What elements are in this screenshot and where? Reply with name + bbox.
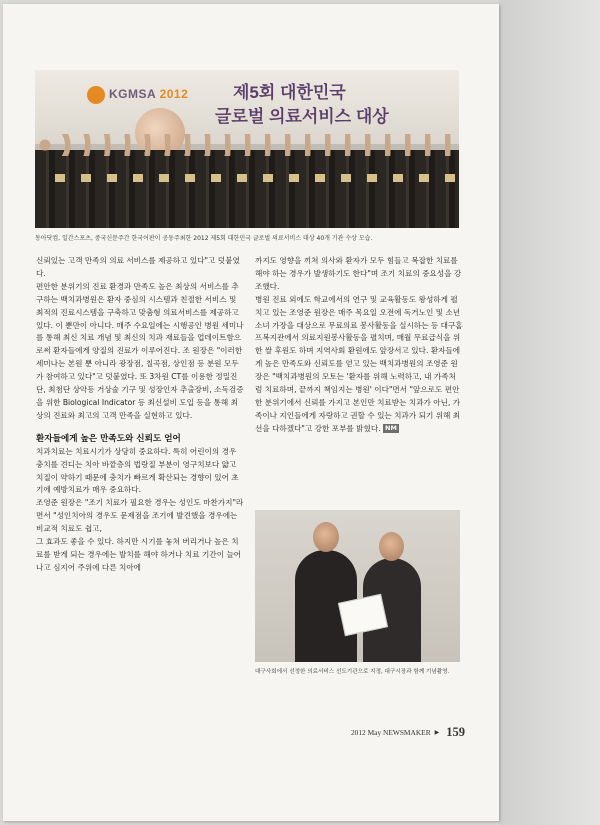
newsmaker-badge: NM bbox=[385, 424, 397, 433]
left-paragraph-1: 신뢰있는 고객 만족의 의료 서비스를 제공하고 있다"고 덧붙였다. bbox=[36, 256, 240, 278]
person-right-head bbox=[379, 532, 404, 561]
award-recipients-group bbox=[35, 150, 459, 228]
award-plaques bbox=[55, 174, 455, 182]
section-subhead: 환자들에게 높은 만족도와 신뢰도 얻어 bbox=[36, 433, 181, 444]
page-number: 159 bbox=[446, 724, 465, 739]
right-paragraph-2 bbox=[255, 294, 463, 436]
right-paragraph-1: 까지도 영향을 끼쳐 의사와 환자가 모두 힘들고 복잡한 치료를 해야 하는 경우가 발생하기도 한다"며 조기 치료의 중요성을 강조했다. bbox=[255, 256, 462, 291]
award-ceremony-photo bbox=[35, 70, 459, 228]
commemorative-photo bbox=[255, 510, 460, 662]
article-column-right bbox=[255, 255, 463, 436]
kgmsa-logo-icon bbox=[87, 86, 105, 104]
banner-title-line1: 제5회 대한민국 bbox=[233, 83, 346, 102]
page-footer bbox=[340, 723, 465, 741]
recipient-heads bbox=[35, 134, 459, 156]
left-paragraph-3: 치과치료는 치료시기가 상당히 중요하다. 특히 어린이의 경우 충치를 견디는 치아 바깥층의 법랑질 부분이 영구치보다 얇고 치질이 약하기 때문에 충치가 빠르게 확산되는 경향이 있어 초기에 예방치료가 매우 중요하다. bbox=[36, 446, 239, 495]
award-banner bbox=[35, 70, 459, 144]
scan-background bbox=[499, 0, 600, 825]
issue-label: 2012 May NEWSMAKER bbox=[350, 727, 431, 737]
left-paragraph-4: 조영준 원장은 "조기 치료가 필요한 경우는 성인도 마찬가지"라면서 "성인치아의 경우도 문제점을 조기에 발견했을 경우에는 비교적 치료도 쉽고, bbox=[36, 498, 244, 534]
left-paragraph-5: 그 효과도 좋을 수 있다. 하지만 시기를 놓쳐 버리거나 높은 치료를 받게 되는 경우에는 발치를 해야 하거나 치료 기간이 늘어나고 심지어 주위에 다른 치아에 bbox=[36, 537, 242, 572]
kgmsa-logo-text bbox=[109, 87, 188, 101]
right-paragraph-2-text: 병원 진료 외에도 학교에서의 연구 및 교육활동도 왕성하게 펼치고 있는 조영준 원장은 매주 목요일 오전에 독거노인 및 소년소녀 가장을 대상으로 무료의료 봉사활동을 실시하는 등 대구홈프복지관에서 의료지원봉사활동을 펼치며, 매월 무료급식을 위한 쌀 후원도 하며 지역사회 환원에도 앞장서고 있다. 환자들에게 높은 만족도와 신뢰도를 얻고 있는 백치과병원의 조영준 원장은 "백치과병원의 모토는 '환자를 위해 노력하고, 내 가족처럼 치료하며, 끝까지 책임지는 병원' 이다"면서 "앞으로도 편안한 분위기에서 신뢰를 가지고 본인만 치료받는 치과가 아닌, 가족이나 지인들에게 자랑하고 권할 수 있는 치과가 되기 위해 최선을 다하겠다"고 강한 포부를 밝혔다. bbox=[255, 294, 463, 433]
arrow-icon: ▶ bbox=[434, 729, 440, 736]
top-photo-caption: 동아닷컴, 일간스포츠, 중국신문주간 한국어판이 공동주최한 2012 제5회 대한민국 글로벌 의료서비스 대상 40개 기관 수상 모습. bbox=[35, 235, 373, 242]
person-left-head bbox=[313, 522, 339, 552]
banner-title-line2: 글로벌 의료서비스 대상 bbox=[215, 107, 389, 126]
logo-year: 2012 bbox=[159, 87, 189, 101]
logo-name: KGMSA bbox=[109, 87, 156, 101]
bottom-photo-caption: 대구사회에서 선정한 의료서비스 선도기관으로 지정, 대구시장과 함께 기념촬영. bbox=[255, 669, 450, 675]
left-paragraph-2: 편안한 분위기의 진료 환경과 만족도 높은 최상의 서비스를 추구하는 백치과병원은 환자 중심의 시스템과 친절한 서비스 및 최적의 진료시스템을 구축하고 맞춤형 의료서비스를 제공하고 있다. 이 뿐만이 아니다. 매주 수요일에는 시행공인 병원 세미나를 통해 최신 치료 개념 및 최신의 치과 재료들을 업데이트함으로써 환자들에게 양질의 진료가 이루어진다. 조 원장은 "이러한 세미나는 본원 뿐 아니라 광장점, 칠곡점, 상인점 등 분원 모두가 참여하고 있다"고 덧붙였다. 또 3차원 CT를 이용한 정밀진단, 최첨단 상악동 거상술 기구 및 성장인자 추출장비, 소독검증을 위한 Biological Indicator 등 최신설비 도입 등을 통해 최상의 진료와 최고의 고객 만족을 실현하고 있다. bbox=[36, 281, 244, 420]
article-column-left bbox=[36, 255, 244, 575]
